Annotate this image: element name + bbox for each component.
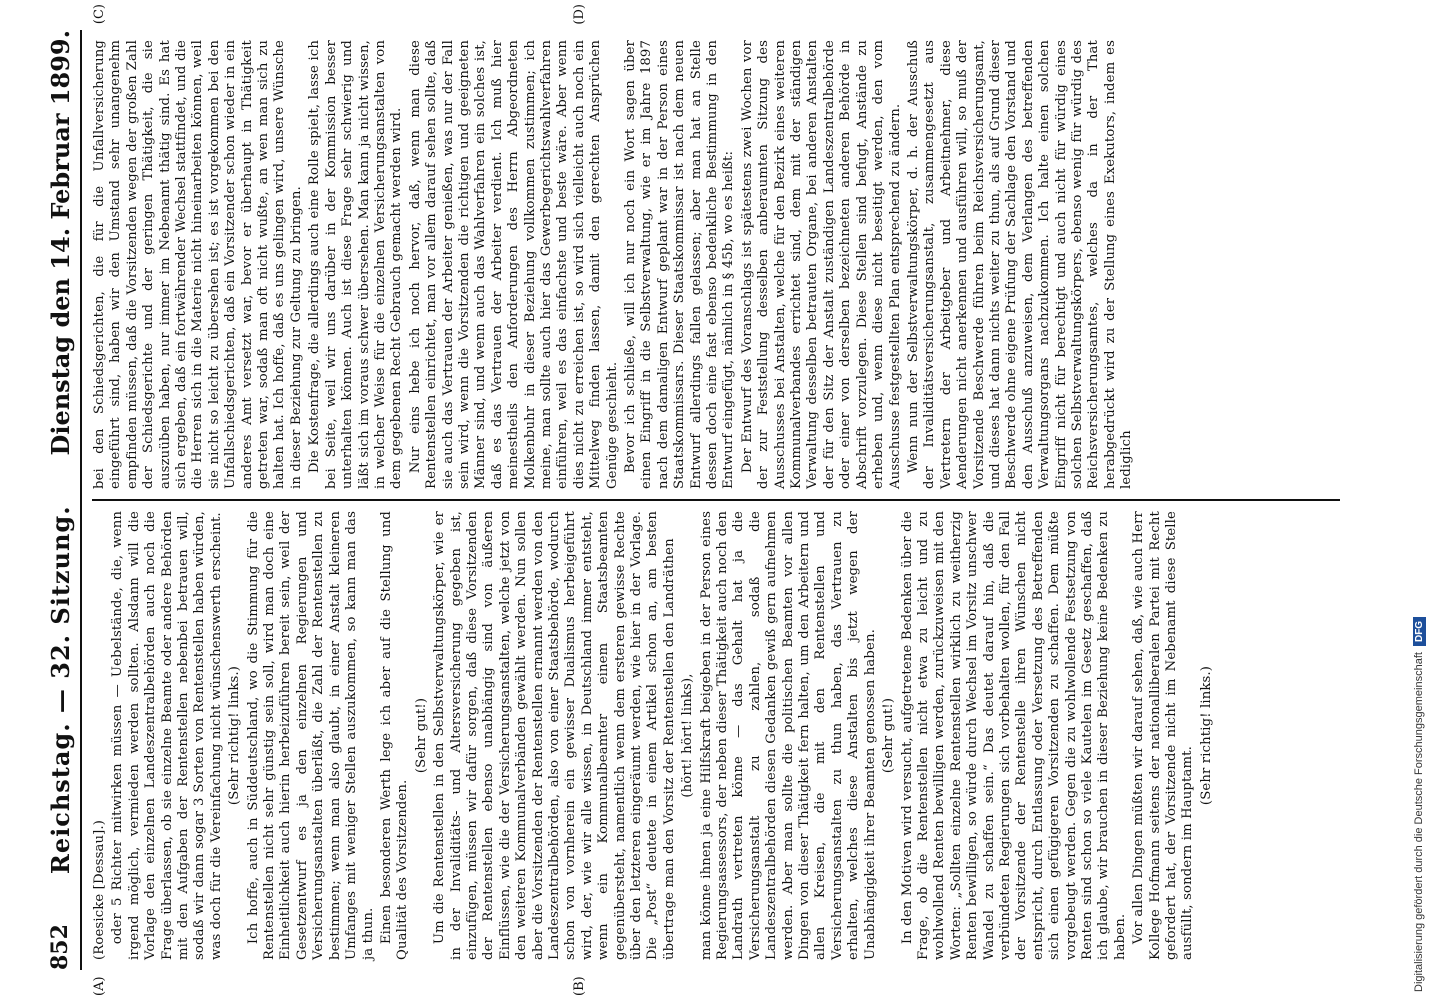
paragraph: man könne ihnen ja eine Hilfskraft beigeben in der Person eines Regierungsassessors, der neben dieser Thätigkeit auch noch den Landrath vertreten könne — das Gehalt hat ja die Versicherungsanstalt zu zahlen, sodaß die Landeszentralbehörden diesen Gedanken gewiß gern aufnehmen werden. Aber man sollte die politischen Beamten vor allen Dingen von dieser Thätigkeit fern halten, um den Arbeitern und allen Kreisen, die mit den Rentenstellen und Versicherungsanstalten zu thun haben, das Vertrauen zu erhalten, welches diese Anstalten bis jetzt wegen der Unabhängigkeit ihrer Beamten genossen haben. [698,511,878,960]
margin-marker-b: (B) [572,976,587,996]
interjection: (Sehr gut!) [881,697,897,774]
digitization-watermark [1406,8,1432,992]
interjection: (hört! hört! links), [680,673,696,798]
paragraph: In den Motiven wird versucht, aufgetretene Bedenken über die Frage, ob die Rentenstellen nicht etwa zu leicht und zu wohlwollend Renten bewilligen werden, zurückzuweisen mit den Worten: „Sollten einzelne Rentenstellen wirklich zu weitherzig Renten bewilligen, so würde durch Wechsel im Vorsitz unschwer Wandel zu schaffen sein.“ Das deutet darauf hin, daß die verbündeten Regierungen sich vorbehalten wollen, für den Fall der Vorsitzende der Rentenstelle ihren Wünschen nicht entspricht, durch Entlassung oder Versetzung des Betreffenden sich einen gefügigeren Vorsitzenden zu schaffen. Dem müßte vorgebeugt werden. Gegen die zu wohlwollende Festsetzung von Renten sind schon so viele Kautelen im Gesetz geschaffen, daß ich glaube, wir brauchen in dieser Beziehung keine Bedenken zu haben. [899,511,1128,960]
paragraph: Die Kostenfrage, die allerdings auch eine Rolle spielt, lasse ich bei Seite, weil wir uns darüber in der Kommission besser unterhalten können. Auch ist diese Frage sehr schwierig und läßt sich im voraus schwer übersehen. Man kann ja nicht wissen, in welcher Weise für die einzelnen Versicherungsanstalten von dem gegebenen Recht Gebrauch gemacht werden wird. [307,40,405,489]
margin-marker-d: (D) [572,4,587,25]
paragraph: Nur eins hebe ich noch hervor, daß, wenn man diese Rentenstellen einrichtet, man vor allem darauf sehen sollte, daß sie auch das Vertrauen der Arbeiter genießen, was nur der Fall sein wird, wenn die Vorsitzenden die richtigen und geeigneten Männer sind, und wenn auch das Wahlverfahren ein solches ist, daß es das Vertrauen der Arbeiter verdient. Ich muß hier meinestheils den Anforderungen des Herrn Abgeordneten Molkenbuhr in dieser Beziehung vollkommen zustimmen; ich meine, man sollte auch hier das Gewerbegerichtswahlverfahren einführen, weil es das einfachste und beste wäre. Aber wenn dies nicht zu erreichen ist, so wird sich vielleicht auch noch ein Mittelweg finden lassen, damit den gerechten Ansprüchen Genüge geschieht. [407,40,620,489]
column-left [92,501,1340,996]
page-header [40,30,82,970]
quoted-paragraph: Der Entwurf des Voranschlags ist spätestens zwei Wochen vor der zur Feststellung desselben anberaumten Sitzung des Ausschusses bei Anstalten, welche für den Bezirk eines weiteren Kommunalverbandes errichtet sind, dem mit der ständigen Verwaltung desselben betrauten Organe, bei anderen Anstalten der für den Sitz der Anstalt zuständigen Landeszentralbehörde oder einer von derselben bezeichneten anderen Behörde in Abschrift vorzulegen. Diese Stellen sind befugt, Anstände zu erheben und, wenn diese nicht beseitigt werden, den vom Ausschusse festgestellten Plan entsprechend zu ändern. [739,40,903,489]
session-title: Reichstag. — 32. Sitzung. [45,505,75,875]
paragraph: Einen besonderen Werth lege ich aber auf die Stellung und Qualität des Vorsitzenden. [378,511,411,960]
paragraph: oder 5 Richter mitwirken müssen — Uebelstände, die, wenn irgend möglich, vermieden werden sollten. Alsdann will die Vorlage den einzelnen Landeszentralbehörden auch noch die Frage überlassen, ob sie einzelne Beamte oder andere Behörden mit den Aufgaben der Rentenstellen nebenbei betrauen will, sodaß wir dann sogar 3 Sorten von Rentenstellen haben würden, was doch für die Vereinfachung nicht wünschenswerth erscheint. [110,511,224,960]
text-columns [92,4,1340,996]
column-right [92,4,1340,501]
interjection: (Sehr richtig! links.) [1198,665,1214,806]
paragraph: Wenn nun der Selbstverwaltungskörper, d. h. der Ausschuß der Invaliditätsversicherungsanstalt, zusammengesetzt aus Vertretern der Arbeitgeber und Arbeitnehmer, diese Aenderungen nicht anerkennen und ausführen will, so muß der Vorsitzende Beschwerde führen beim Reichsversicherungsamt, und dieses hat dann nichts weiter zu thun, als auf Grund dieser Beschwerde ohne eigene Prüfung der Sachlage den Vorstand und den Ausschuß anzuweisen, dem Verlangen des betreffenden Verwaltungsorgans nachzukommen. Ich halte einen solchen Eingriff nicht für berechtigt und auch nicht für würdig eines solchen Selbstverwaltungskörpers, ebenso wenig für würdig des Reichsversicherungsamtes, welches da in der That herabgedrückt wird zu der Stellung eines Exekutors, indem es lediglich [905,40,1135,489]
dfg-logo: DFG [1413,617,1426,646]
margin-marker-a: (A) [92,976,107,996]
watermark-text: Digitalisierung gefördert durch die Deutsche Forschungsgemeinschaft [1413,652,1425,992]
paragraph: Um die Rentenstellen in den Selbstverwaltungskörper, wie er in der Invaliditäts- und Altersversicherung gegeben ist, einzufügen, müssen wir dafür sorgen, daß diese Vorsitzenden der Rentenstellen ebenso unabhängig sind von äußeren Einflüssen, wie die der Versicherungsanstalten, welche jetzt von den weiteren Kommunalverbänden gewählt werden. Nun sollen aber die Vorsitzenden der Rentenstellen ernannt werden von den Landeszentralbehörden, also von einer Staatsbehörde, wodurch schon von vornherein ein gewisser Dualismus herbeigeführt wird, der, wie wir alle wissen, in Deutschland immer entsteht, wenn ein Kommunalbeamter einem Staatsbeamten gegenübersteht, namentlich wenn dem ersteren gewisse Rechte über den letzteren eingeräumt werden, wie hier in der Vorlage. Die „Post“ deutete in einem Artikel schon an, am besten übertrage man den Vorsitz der Rentenstellen den Landräthen [432,511,677,960]
paragraph: Ich hoffe, auch in Süddeutschland, wo die Stimmung für die Rentenstellen nicht sehr günstig sein soll, wird man doch eine Einheitlichkeit auch hierin herbeizuführen bereit sein, weil der Gesetzentwurf es ja den einzelnen Regierungen und Versicherungsanstalten überläßt, die Zahl der Rentenstellen zu bestimmen; wenn man also glaubt, in einer Anstalt kleineren Umfanges mit weniger Stellen auszukommen, so kann man das ja thun. [245,511,376,960]
margin-marker-c: (C) [92,4,107,25]
interjection: (Sehr richtig! links.) [227,665,243,806]
paragraph: bei den Schiedsgerichten, die für die Unfallversicherung eingeführt sind, haben wir den Umstand sehr unangenehm empfinden müssen, daß die Vorsitzenden wegen der großen Zahl der Schiedsgerichte und der geringen Thätigkeit, die sie auszuüben haben, nur immer im Nebenamt thätig sind. Es hat sich ergeben, daß ein fortwährender Wechsel stattfindet, und die die Herren sich in die Materie nicht hineinarbeiten können, weil sie nicht so leicht zu übersehen ist; es ist vorgekommen bei den Unfallschiedsgerichten, daß ein Vorsitzender schon wieder in ein anderes Amt versetzt war, bevor er überhaupt in Thätigkeit getreten war, sodaß man oft nicht wußte, an wen man sich zu halten hat. Ich hoffe, daß es uns gelingen wird, unsere Wünsche in dieser Beziehung zur Geltung zu bringen. [92,40,304,489]
interjection: (Sehr gut!) [413,697,429,774]
paragraph: (Roesicke [Dessau].) [92,819,107,960]
paragraph: Bevor ich schließe, will ich nur noch ein Wort sagen über einen Eingriff in die Selbstverwaltung, wie er im Jahre 1897 nach dem damaligen Entwurf geplant war in der Person eines Staatskommissars. Dieser Staatskommissar ist nach dem neuen Entwurf allerdings fallen gelassen; aber man hat an Stelle dessen doch eine fast ebenso bedenkliche Bestimmung in den Entwurf eingefügt, nämlich in § 45b, wo es heißt: [623,40,737,489]
paragraph: Vor allen Dingen müßten wir darauf sehen, daß, wie auch Herr Kollege Hofmann seitens der nationalliberalen Partei mit Recht gefordert hat, der Vorsitzende nicht im Nebenamt diese Stelle ausfüllt, sondern im Hauptamt. [1131,511,1196,960]
page-number: 852 [47,924,73,970]
session-date: Dienstag den 14. Februar 1899. [45,30,75,456]
